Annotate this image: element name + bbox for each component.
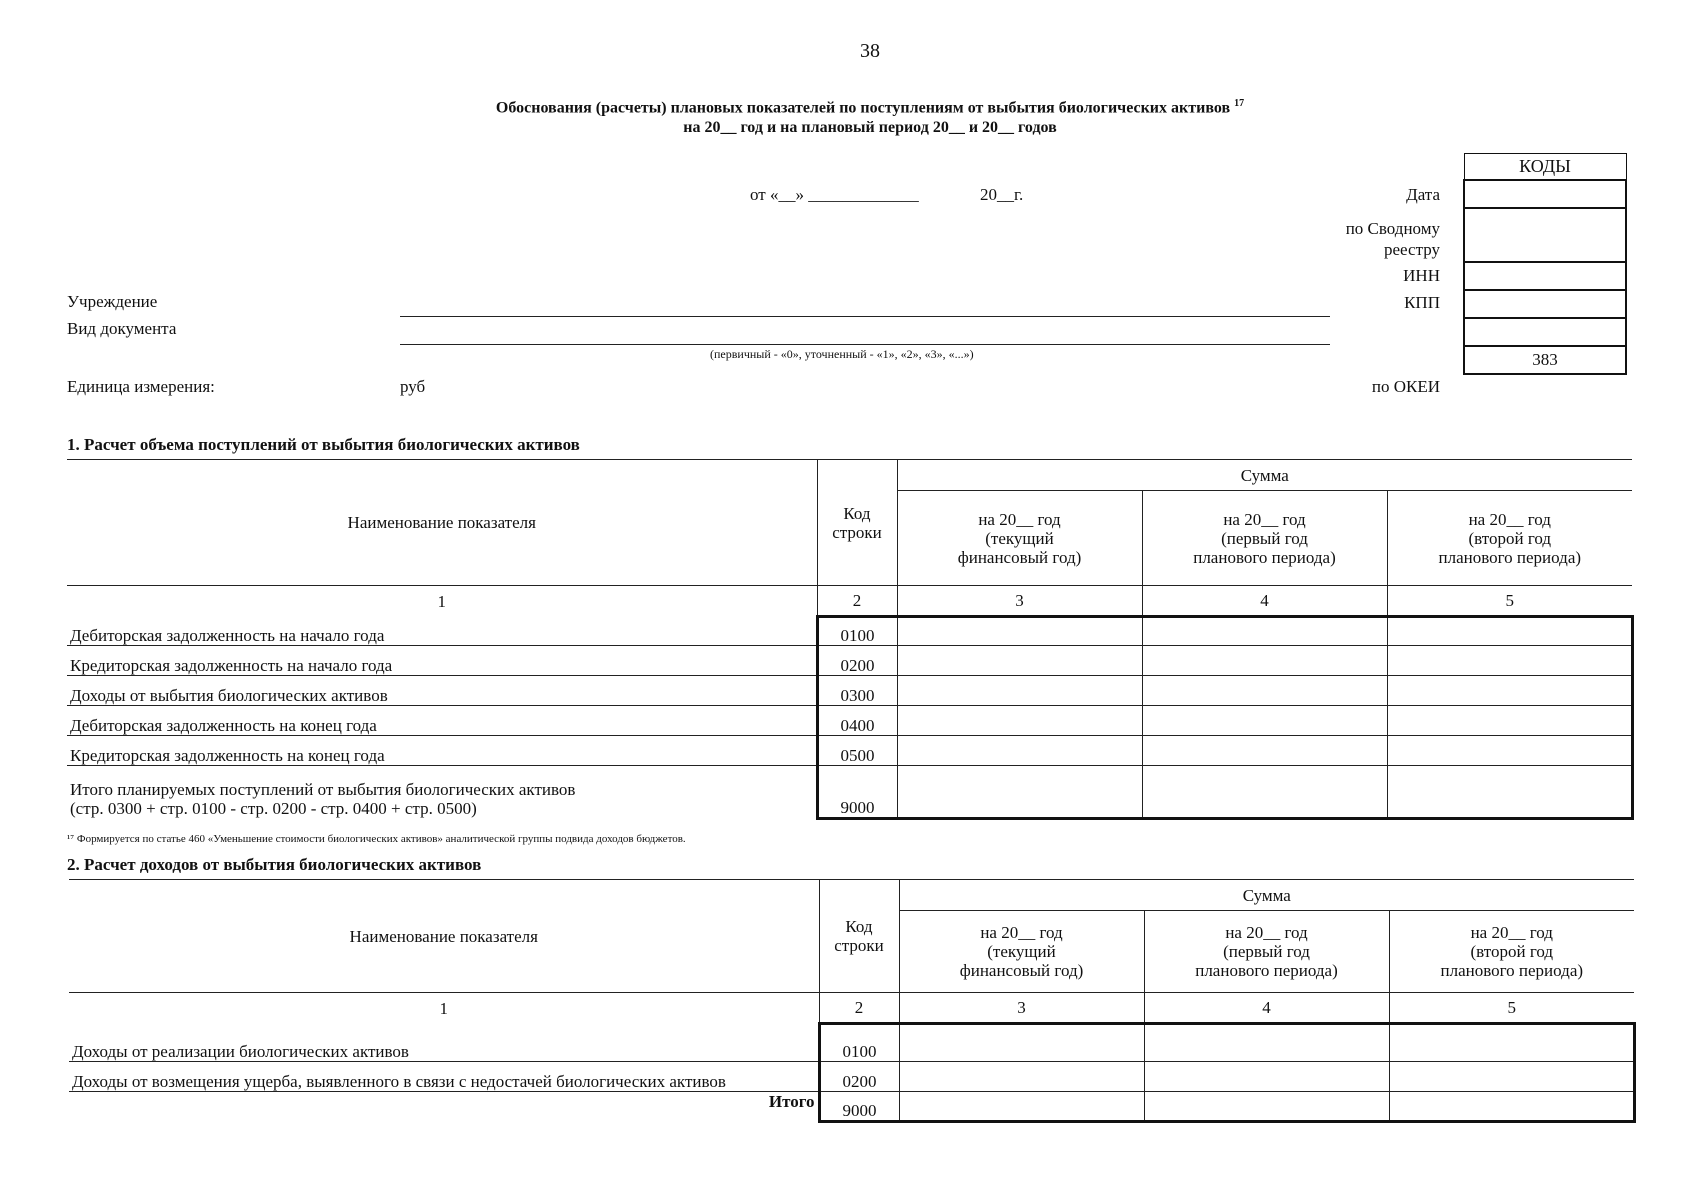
s1-header-summa: Сумма — [897, 460, 1632, 491]
label-vid-dokumenta: Вид документа — [67, 319, 177, 338]
s2-y3-l2: (второй год — [1470, 942, 1554, 961]
uchrezhdenie-line[interactable] — [400, 316, 1330, 317]
s1-row-0500-code: 0500 — [817, 736, 897, 766]
section1-title: 1. Расчет объема поступлений от выбытия биологических активов — [67, 435, 580, 454]
s1-row-total-y3[interactable] — [1387, 766, 1632, 819]
s1-y1-l2: (текущий — [985, 528, 1054, 548]
s1-row-total-name — [67, 766, 817, 819]
s1-header-code — [817, 460, 897, 586]
s2-header-summa: Сумма — [899, 880, 1634, 911]
s1-y1-l1: на 20__ год — [978, 509, 1061, 529]
s2-row-0200-y2[interactable] — [1144, 1062, 1389, 1092]
s1-y1-l3: финансовый год) — [957, 547, 1082, 567]
s2-header-name: Наименование показателя — [69, 880, 819, 993]
document-title — [0, 98, 1696, 117]
s1-colnum-2: 2 — [817, 586, 897, 617]
label-svodny: по Сводному — [1345, 219, 1440, 238]
s1-row-0500-y3[interactable] — [1387, 736, 1632, 766]
codes-box — [1463, 153, 1627, 375]
code-okei-cell: 383 — [1464, 346, 1626, 374]
s1-header-name: Наименование показателя — [67, 460, 817, 586]
label-date: Дата — [1406, 185, 1440, 204]
s1-colnum-4: 4 — [1142, 586, 1387, 617]
s1-colnum-1: 1 — [67, 586, 817, 617]
date-from: от «__» _____________ — [750, 185, 919, 204]
s2-row-total-label: Итого — [768, 1092, 815, 1111]
s2-row-0100-code: 0100 — [819, 1023, 899, 1062]
s1-row-0200-code: 0200 — [817, 646, 897, 676]
s1-row-0400-code: 0400 — [817, 706, 897, 736]
s2-row-0100-y1[interactable] — [899, 1023, 1144, 1062]
label-uchrezhdenie: Учреждение — [67, 292, 158, 311]
s1-y3-l1: на 20__ год — [1468, 509, 1551, 529]
edinica-value: руб — [400, 377, 426, 396]
code-kpp-cell[interactable] — [1464, 290, 1626, 318]
s1-y2-l1: на 20__ год — [1223, 509, 1306, 529]
section2-title: 2. Расчет доходов от выбытия биологических активов — [67, 855, 482, 874]
s2-y1-l1: на 20__ год — [980, 923, 1063, 942]
s2-row-total-y1[interactable] — [899, 1092, 1144, 1122]
s2-header-year3 — [1389, 911, 1634, 993]
s1-header-code-1: Код — [843, 503, 871, 523]
s1-row-total-y2[interactable] — [1142, 766, 1387, 819]
s2-row-0200-y3[interactable] — [1389, 1062, 1634, 1092]
s2-row-0200-code: 0200 — [819, 1062, 899, 1092]
title-footnote-mark: 17 — [1234, 98, 1245, 109]
label-kpp: КПП — [1404, 293, 1440, 312]
s1-row-0400-y1[interactable] — [897, 706, 1142, 736]
s1-y3-l3: планового периода) — [1438, 547, 1582, 567]
s1-y2-l2: (первый год — [1221, 528, 1308, 548]
s1-row-0400-name: Дебиторская задолженность на конец года — [67, 706, 817, 736]
s2-header-code-2: строки — [834, 936, 884, 955]
s1-row-total-y1[interactable] — [897, 766, 1142, 819]
s1-colnum-5: 5 — [1387, 586, 1632, 617]
label-okei: по ОКЕИ — [1371, 377, 1440, 396]
s2-row-total-code: 9000 — [819, 1092, 899, 1122]
s1-row-0200-name: Кредиторская задолженность на начало года — [67, 646, 817, 676]
s2-y2-l1: на 20__ год — [1225, 923, 1308, 942]
s1-row-0300-code: 0300 — [817, 676, 897, 706]
s1-header-year2 — [1142, 491, 1387, 586]
s1-row-0300-y3[interactable] — [1387, 676, 1632, 706]
s2-colnum-4: 4 — [1144, 993, 1389, 1024]
page-number: 38 — [860, 40, 880, 62]
s1-row-0500-y2[interactable] — [1142, 736, 1387, 766]
s2-row-0200-name: Доходы от возмещения ущерба, выявленного в связи с недостачей биологических активов — [69, 1062, 819, 1092]
s1-row-0400-y2[interactable] — [1142, 706, 1387, 736]
s2-colnum-2: 2 — [819, 993, 899, 1024]
s1-y2-l3: планового периода) — [1193, 547, 1336, 567]
s2-row-0100-y3[interactable] — [1389, 1023, 1634, 1062]
s1-row-0300-y1[interactable] — [897, 676, 1142, 706]
s2-row-0100-name: Доходы от реализации биологических активов — [69, 1023, 819, 1062]
section1-table — [67, 459, 1634, 820]
codes-header: КОДЫ — [1464, 154, 1626, 181]
label-reestr: реестру — [1384, 240, 1440, 259]
s2-row-0100-y2[interactable] — [1144, 1023, 1389, 1062]
s1-header-year3 — [1387, 491, 1632, 586]
s1-row-0200-y2[interactable] — [1142, 646, 1387, 676]
s2-header-year2 — [1144, 911, 1389, 993]
title-line-2: на 20__ год и на плановый период 20__ и 20__ годов — [683, 119, 1057, 136]
s1-row-0200-y3[interactable] — [1387, 646, 1632, 676]
s1-row-0400-y3[interactable] — [1387, 706, 1632, 736]
s2-header-year1 — [899, 911, 1144, 993]
s1-row-0500-y1[interactable] — [897, 736, 1142, 766]
vid-dokumenta-hint: (первичный - «0», уточненный - «1», «2», «3», «...») — [710, 347, 974, 361]
title-line-1: Обоснования (расчеты) плановых показателей по поступлениям от выбытия биологических активов — [495, 99, 1231, 117]
s2-y3-l1: на 20__ год — [1470, 923, 1553, 942]
s1-total-line1: Итого планируемых поступлений от выбытия биологических активов — [70, 780, 576, 799]
s1-row-0200-y1[interactable] — [897, 646, 1142, 676]
s2-colnum-3: 3 — [899, 993, 1144, 1024]
s2-y2-l2: (первый год — [1223, 942, 1310, 961]
vid-dokumenta-line[interactable] — [400, 344, 1330, 345]
s2-y3-l3: планового периода) — [1440, 961, 1584, 980]
code-inn-cell[interactable] — [1464, 262, 1626, 290]
footnote: ¹⁷ Формируется по статье 460 «Уменьшение стоимости биологических активов» аналитической группы подвида доходов бюджетов. — [67, 833, 686, 845]
s1-row-0100-y1[interactable] — [897, 616, 1142, 646]
s2-colnum-1: 1 — [69, 993, 819, 1024]
code-reestr-cell[interactable] — [1464, 208, 1626, 262]
s2-y1-l2: (текущий — [987, 942, 1056, 961]
code-date-cell[interactable] — [1464, 180, 1626, 208]
s2-row-0200-y1[interactable] — [899, 1062, 1144, 1092]
s1-header-code-2: строки — [832, 522, 882, 542]
s1-row-0100-y2[interactable] — [1142, 616, 1387, 646]
s2-row-total-y2[interactable] — [1144, 1092, 1389, 1122]
s1-header-year1 — [897, 491, 1142, 586]
label-edinica: Единица измерения: — [67, 377, 215, 396]
s1-row-0100-y3[interactable] — [1387, 616, 1632, 646]
s2-y1-l3: финансовый год) — [959, 961, 1084, 980]
s1-row-total-code: 9000 — [817, 766, 897, 819]
s2-row-total-y3[interactable] — [1389, 1092, 1634, 1122]
s1-row-0300-name: Доходы от выбытия биологических активов — [67, 676, 817, 706]
s1-row-0300-y2[interactable] — [1142, 676, 1387, 706]
s1-row-0100-name: Дебиторская задолженность на начало года — [67, 616, 817, 646]
s2-header-code — [819, 880, 899, 993]
s1-colnum-3: 3 — [897, 586, 1142, 617]
label-inn: ИНН — [1403, 266, 1440, 285]
s2-colnum-5: 5 — [1389, 993, 1634, 1024]
s2-header-code-1: Код — [845, 917, 873, 936]
s1-row-0100-code: 0100 — [817, 616, 897, 646]
code-vid-cell[interactable] — [1464, 318, 1626, 346]
s1-total-line2: (стр. 0300 + стр. 0100 - стр. 0200 - стр. 0400 + стр. 0500) — [70, 799, 477, 818]
s2-y2-l3: планового периода) — [1195, 961, 1338, 980]
section2-table — [69, 879, 1636, 1123]
s1-row-0500-name: Кредиторская задолженность на конец года — [67, 736, 817, 766]
s1-y3-l2: (второй год — [1468, 528, 1552, 548]
date-year: 20__г. — [980, 185, 1024, 204]
